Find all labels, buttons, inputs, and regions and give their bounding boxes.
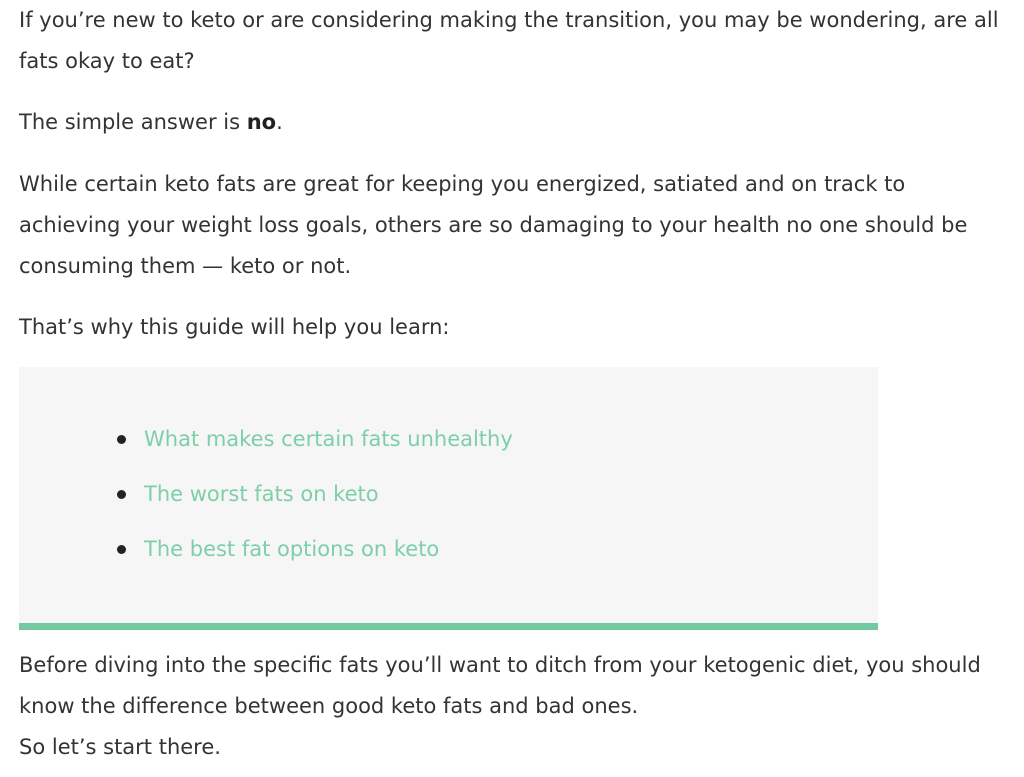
- bullet-icon: [117, 545, 126, 554]
- bullet-icon: [117, 490, 126, 499]
- outro-line-2: So let’s start there.: [19, 735, 221, 759]
- simple-answer-paragraph: [19, 102, 1009, 143]
- table-of-contents-box: [19, 367, 878, 630]
- outro-paragraph: [19, 645, 1009, 768]
- toc-link-unhealthy-fats[interactable]: What makes certain fats unhealthy: [144, 427, 513, 451]
- toc-link-best-fats[interactable]: The best fat options on keto: [144, 537, 440, 561]
- outro-line-1: Before diving into the specific fats you’ll want to ditch from your ketogenic diet, you should know the difference between good keto fats and bad ones.: [19, 653, 981, 718]
- simple-answer-prefix: The simple answer is: [19, 110, 247, 134]
- guide-intro-paragraph: That’s why this guide will help you learn:: [19, 315, 450, 339]
- simple-answer-suffix: .: [276, 110, 283, 134]
- simple-answer-bold: no: [246, 110, 277, 134]
- intro-paragraph: If you’re new to keto or are considering making the transition, you may be wondering, are all fats okay to eat?: [19, 8, 999, 73]
- toc-link-worst-fats[interactable]: The worst fats on keto: [144, 482, 379, 506]
- bullet-icon: [117, 435, 126, 444]
- fats-explanation-paragraph: While certain keto fats are great for keeping you energized, satiated and on track to achieving your weight loss goals, others are so damaging to your health no one should be consuming them — keto or not.: [19, 172, 968, 278]
